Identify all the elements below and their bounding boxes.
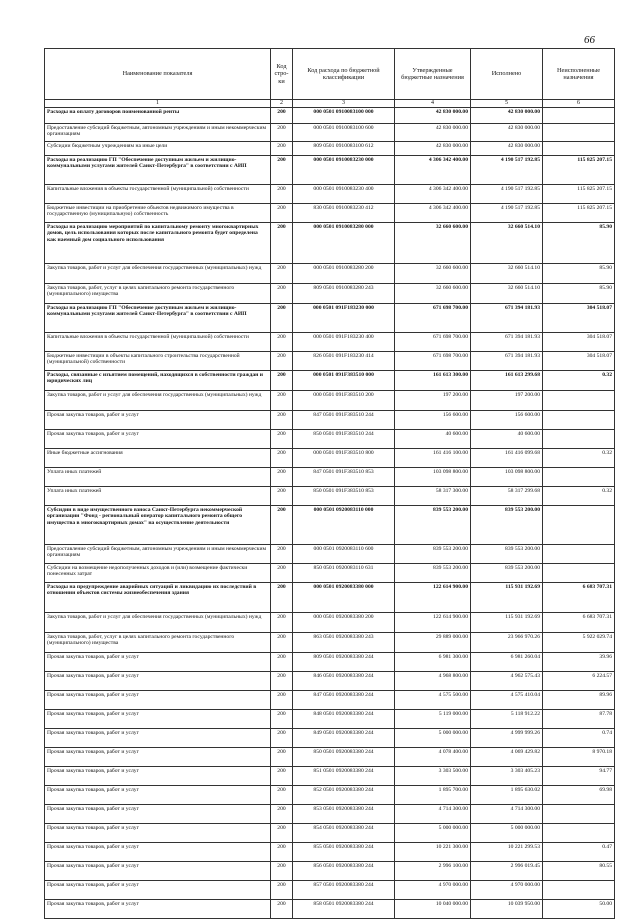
row-name: Закупка товаров, работ, услуг в целях капитального ремонта государственного (муниципального) имущества (45, 284, 271, 304)
row-unexecuted-amount (543, 506, 615, 545)
table-row (45, 204, 615, 223)
column-number: 4 (395, 100, 471, 108)
row-budget-code: 000 0501 0920083380 000 (293, 583, 395, 613)
row-line-code: 200 (271, 564, 293, 583)
row-executed-amount: 4 714 300.00 (471, 805, 543, 824)
row-approved-amount: 161 416 100.00 (395, 449, 471, 468)
row-unexecuted-amount: 6 224.57 (543, 672, 615, 691)
row-name: Расходы на реализацию мероприятий по капитальному ремонту многоквартирных домов, цель использования которых после капитального ремонта будет определена как наемный дом социального использования (45, 223, 271, 264)
row-name: Иные бюджетные ассигнования (45, 449, 271, 468)
row-line-code: 200 (271, 786, 293, 805)
table-row (45, 729, 615, 748)
row-line-code: 200 (271, 333, 293, 352)
row-budget-code: 858 0501 0920083380 244 (293, 900, 395, 919)
row-budget-code: 000 0501 091F383510 200 (293, 391, 395, 411)
row-unexecuted-amount: 5 922 029.74 (543, 633, 615, 653)
row-approved-amount: 4 968 800.00 (395, 672, 471, 691)
row-name: Уплата иных платежей (45, 468, 271, 487)
table-row (45, 304, 615, 333)
row-executed-amount: 10 039 950.00 (471, 900, 543, 919)
header-unexecuted: Неисполненные назначения (543, 49, 615, 100)
table-row (45, 124, 615, 142)
row-name: Прочая закупка товаров, работ и услуг (45, 843, 271, 862)
row-unexecuted-amount (543, 468, 615, 487)
row-approved-amount: 4 306 342 400.00 (395, 156, 471, 185)
row-name: Расходы, связанные с изъятием помещений, находящихся в собственности граждан и юридических лиц (45, 371, 271, 391)
column-number-row (45, 100, 615, 108)
row-executed-amount: 671 394 181.93 (471, 333, 543, 352)
row-name: Закупка товаров, работ и услуг для обеспечения государственных (муниципальных) нужд (45, 264, 271, 284)
row-budget-code: 000 0501 0920083110 600 (293, 545, 395, 564)
table-row (45, 824, 615, 843)
row-name: Субсидии на возмещение недополученных доходов и (или) возмещение фактически понесенных затрат (45, 564, 271, 583)
row-unexecuted-amount: 85.90 (543, 284, 615, 304)
row-unexecuted-amount: 0.32 (543, 371, 615, 391)
row-budget-code: 000 0501 0910083100 600 (293, 124, 395, 142)
row-unexecuted-amount (543, 411, 615, 430)
row-line-code: 200 (271, 449, 293, 468)
row-approved-amount: 839 553 200.00 (395, 564, 471, 583)
row-executed-amount: 10 221 299.53 (471, 843, 543, 862)
table-row (45, 805, 615, 824)
header-name: Наименование показателя (45, 49, 271, 100)
row-unexecuted-amount (543, 108, 615, 124)
row-unexecuted-amount: 39.96 (543, 653, 615, 672)
row-line-code: 200 (271, 691, 293, 710)
row-approved-amount: 4 306 342 400.00 (395, 204, 471, 223)
row-name: Предоставление субсидий бюджетным, автономным учреждениям и иным некоммерческим организациям (45, 545, 271, 564)
row-budget-code: 000 0501 0920083110 000 (293, 506, 395, 545)
row-unexecuted-amount: 80.55 (543, 862, 615, 881)
row-approved-amount: 42 830 000.00 (395, 108, 471, 124)
row-executed-amount: 839 553 200.00 (471, 506, 543, 545)
row-budget-code: 000 0501 091F183230 000 (293, 304, 395, 333)
header-line: Код стро-ки (271, 49, 293, 100)
row-executed-amount: 115 931 192.69 (471, 613, 543, 633)
table-row (45, 564, 615, 583)
row-name: Прочая закупка товаров, работ и услуг (45, 691, 271, 710)
row-line-code: 200 (271, 284, 293, 304)
row-line-code: 200 (271, 468, 293, 487)
row-executed-amount: 4 575 410.04 (471, 691, 543, 710)
row-name: Прочая закупка товаров, работ и услуг (45, 824, 271, 843)
row-unexecuted-amount (543, 391, 615, 411)
row-budget-code: 000 0501 0920083380 200 (293, 613, 395, 633)
table-row (45, 264, 615, 284)
row-unexecuted-amount: 85.90 (543, 264, 615, 284)
row-executed-amount: 32 660 514.10 (471, 284, 543, 304)
row-executed-amount: 197 200.00 (471, 391, 543, 411)
row-executed-amount: 4 962 575.43 (471, 672, 543, 691)
table-row (45, 843, 615, 862)
row-name: Расходы на реализацию ГП "Обеспечение доступным жильем и жилищно-коммунальными услугами жителей Санкт-Петербурга" в соответствии с АИП (45, 156, 271, 185)
row-approved-amount: 4 970 000.00 (395, 881, 471, 900)
row-executed-amount: 3 303 405.23 (471, 767, 543, 786)
column-number: 2 (271, 100, 293, 108)
table-row (45, 710, 615, 729)
row-line-code: 200 (271, 633, 293, 653)
row-budget-code: 000 0501 0910083100 000 (293, 108, 395, 124)
row-executed-amount: 5 000 000.00 (471, 824, 543, 843)
row-approved-amount: 32 660 600.00 (395, 284, 471, 304)
table-row (45, 748, 615, 767)
row-executed-amount: 42 830 000.00 (471, 108, 543, 124)
row-executed-amount: 671 394 181.93 (471, 352, 543, 371)
row-approved-amount: 4 714 300.00 (395, 805, 471, 824)
row-executed-amount: 4 970 000.00 (471, 881, 543, 900)
row-executed-amount: 4 069 429.82 (471, 748, 543, 767)
row-unexecuted-amount: 0.32 (543, 449, 615, 468)
row-unexecuted-amount (543, 545, 615, 564)
row-unexecuted-amount (543, 564, 615, 583)
row-name: Прочая закупка товаров, работ и услуг (45, 411, 271, 430)
row-name: Прочая закупка товаров, работ и услуг (45, 881, 271, 900)
row-unexecuted-amount: 0.47 (543, 843, 615, 862)
row-line-code: 200 (271, 710, 293, 729)
row-unexecuted-amount: 115 825 207.15 (543, 204, 615, 223)
row-budget-code: 809 0501 0920083380 244 (293, 653, 395, 672)
column-number: 5 (471, 100, 543, 108)
row-budget-code: 809 0501 0910083280 243 (293, 284, 395, 304)
row-budget-code: 000 0501 091F383510 800 (293, 449, 395, 468)
row-budget-code: 847 0501 0920083380 244 (293, 691, 395, 710)
row-unexecuted-amount: 94.77 (543, 767, 615, 786)
row-name: Прочая закупка товаров, работ и услуг (45, 805, 271, 824)
row-approved-amount: 156 600.00 (395, 411, 471, 430)
row-unexecuted-amount: 115 825 207.15 (543, 185, 615, 204)
table-row (45, 506, 615, 545)
table-row (45, 333, 615, 352)
row-budget-code: 850 0501 0920083380 244 (293, 748, 395, 767)
table-row (45, 487, 615, 506)
row-line-code: 200 (271, 805, 293, 824)
row-budget-code: 850 0501 091F383510 244 (293, 430, 395, 449)
row-line-code: 200 (271, 729, 293, 748)
table-row (45, 653, 615, 672)
row-budget-code: 849 0501 0920083380 244 (293, 729, 395, 748)
row-executed-amount: 161 416 099.68 (471, 449, 543, 468)
row-budget-code: 854 0501 0920083380 244 (293, 824, 395, 843)
row-budget-code: 851 0501 0920083380 244 (293, 767, 395, 786)
row-line-code: 200 (271, 223, 293, 264)
row-name: Прочая закупка товаров, работ и услуг (45, 862, 271, 881)
table-row (45, 613, 615, 633)
row-approved-amount: 839 553 200.00 (395, 545, 471, 564)
table-row (45, 352, 615, 371)
row-approved-amount: 671 698 700.00 (395, 352, 471, 371)
row-approved-amount: 10 040 000.00 (395, 900, 471, 919)
table-row (45, 786, 615, 805)
row-unexecuted-amount: 0.32 (543, 487, 615, 506)
column-number: 3 (293, 100, 395, 108)
row-approved-amount: 2 996 100.00 (395, 862, 471, 881)
row-line-code: 200 (271, 613, 293, 633)
row-line-code: 200 (271, 204, 293, 223)
row-budget-code: 850 0501 0920083110 631 (293, 564, 395, 583)
table-row (45, 156, 615, 185)
row-executed-amount: 42 830 000.00 (471, 142, 543, 156)
row-name: Расходы на оплату договоров поименованной ренты (45, 108, 271, 124)
row-line-code: 200 (271, 304, 293, 333)
row-approved-amount: 103 098 800.00 (395, 468, 471, 487)
row-unexecuted-amount: 0.74 (543, 729, 615, 748)
row-executed-amount: 156 600.00 (471, 411, 543, 430)
row-line-code: 200 (271, 545, 293, 564)
row-line-code: 200 (271, 124, 293, 142)
row-executed-amount: 6 981 260.04 (471, 653, 543, 672)
row-name: Закупка товаров, работ и услуг для обеспечения государственных (муниципальных) нужд (45, 391, 271, 411)
row-approved-amount: 32 660 600.00 (395, 264, 471, 284)
table-row (45, 672, 615, 691)
row-name: Прочая закупка товаров, работ и услуг (45, 786, 271, 805)
row-executed-amount: 1 895 630.02 (471, 786, 543, 805)
row-executed-amount: 4 190 517 192.85 (471, 156, 543, 185)
row-unexecuted-amount: 87.78 (543, 710, 615, 729)
row-executed-amount: 23 966 970.26 (471, 633, 543, 653)
table-row (45, 430, 615, 449)
row-budget-code: 000 0501 091F383510 000 (293, 371, 395, 391)
row-approved-amount: 161 613 300.00 (395, 371, 471, 391)
row-line-code: 200 (271, 767, 293, 786)
row-line-code: 200 (271, 185, 293, 204)
row-name: Расходы на реализацию ГП "Обеспечение доступным жильем и жилищно-коммунальными услугами жителей Санкт-Петербурга" в соответствии с АИП (45, 304, 271, 333)
row-line-code: 200 (271, 506, 293, 545)
row-executed-amount: 32 660 514.10 (471, 264, 543, 284)
row-unexecuted-amount: 6 683 707.31 (543, 583, 615, 613)
table-row (45, 545, 615, 564)
row-approved-amount: 671 698 700.00 (395, 333, 471, 352)
row-approved-amount: 671 698 700.00 (395, 304, 471, 333)
row-name: Прочая закупка товаров, работ и услуг (45, 653, 271, 672)
row-name: Прочая закупка товаров, работ и услуг (45, 767, 271, 786)
row-line-code: 200 (271, 108, 293, 124)
row-line-code: 200 (271, 487, 293, 506)
table-row (45, 862, 615, 881)
table-row (45, 881, 615, 900)
row-approved-amount: 10 221 300.00 (395, 843, 471, 862)
row-approved-amount: 197 200.00 (395, 391, 471, 411)
table-row (45, 391, 615, 411)
row-executed-amount: 115 931 192.69 (471, 583, 543, 613)
row-approved-amount: 5 000 000.00 (395, 729, 471, 748)
row-budget-code: 826 0501 091F183230 414 (293, 352, 395, 371)
row-unexecuted-amount (543, 124, 615, 142)
row-budget-code: 848 0501 0920083380 244 (293, 710, 395, 729)
row-executed-amount: 2 996 019.45 (471, 862, 543, 881)
row-approved-amount: 58 317 300.00 (395, 487, 471, 506)
row-budget-code: 000 0501 0910083280 200 (293, 264, 395, 284)
row-name: Предоставление субсидий бюджетным, автономным учреждениям и иным некоммерческим организациям (45, 124, 271, 142)
row-unexecuted-amount: 8 970.18 (543, 748, 615, 767)
row-executed-amount: 5 118 912.22 (471, 710, 543, 729)
table-row (45, 371, 615, 391)
row-executed-amount: 42 830 000.00 (471, 124, 543, 142)
table-row (45, 900, 615, 919)
row-unexecuted-amount: 304 518.07 (543, 352, 615, 371)
table-header-row (45, 49, 615, 100)
row-name: Бюджетные инвестиции в объекты капитального строительства государственной (муниципальной) собственности (45, 352, 271, 371)
row-approved-amount: 42 830 000.00 (395, 124, 471, 142)
row-unexecuted-amount: 115 825 207.15 (543, 156, 615, 185)
row-unexecuted-amount (543, 824, 615, 843)
page-number: 66 (584, 34, 595, 46)
row-budget-code: 852 0501 0920083380 244 (293, 786, 395, 805)
row-line-code: 200 (271, 881, 293, 900)
row-line-code: 200 (271, 411, 293, 430)
row-approved-amount: 32 660 600.00 (395, 223, 471, 264)
row-line-code: 200 (271, 430, 293, 449)
row-line-code: 200 (271, 391, 293, 411)
row-unexecuted-amount: 304 518.07 (543, 304, 615, 333)
row-budget-code: 000 0501 091F183230 400 (293, 333, 395, 352)
row-name: Закупка товаров, работ и услуг для обеспечения государственных (муниципальных) нужд (45, 613, 271, 633)
row-budget-code: 809 0501 0910083100 612 (293, 142, 395, 156)
row-budget-code: 847 0501 091F383510 853 (293, 468, 395, 487)
row-approved-amount: 42 830 000.00 (395, 142, 471, 156)
row-executed-amount: 103 098 800.00 (471, 468, 543, 487)
row-executed-amount: 4 190 517 192.85 (471, 185, 543, 204)
row-approved-amount: 3 303 500.00 (395, 767, 471, 786)
row-unexecuted-amount (543, 881, 615, 900)
row-budget-code: 000 0501 0910083280 000 (293, 223, 395, 264)
row-approved-amount: 839 553 200.00 (395, 506, 471, 545)
row-unexecuted-amount (543, 805, 615, 824)
row-name: Расходы на предупреждение аварийных ситуаций и ликвидацию их последствий в отношении объектов системы жизнеобеспечения здания (45, 583, 271, 613)
row-line-code: 200 (271, 653, 293, 672)
row-unexecuted-amount (543, 142, 615, 156)
row-name: Прочая закупка товаров, работ и услуг (45, 748, 271, 767)
column-number: 6 (543, 100, 615, 108)
row-executed-amount: 4 999 999.26 (471, 729, 543, 748)
row-executed-amount: 671 394 181.93 (471, 304, 543, 333)
row-executed-amount: 40 600.00 (471, 430, 543, 449)
row-name: Капитальные вложения в объекты государственной (муниципальной) собственности (45, 333, 271, 352)
row-name: Прочая закупка товаров, работ и услуг (45, 900, 271, 919)
row-executed-amount: 32 660 514.10 (471, 223, 543, 264)
row-executed-amount: 839 553 200.00 (471, 545, 543, 564)
row-unexecuted-amount: 6 683 707.31 (543, 613, 615, 633)
row-name: Уплата иных платежей (45, 487, 271, 506)
row-line-code: 200 (271, 142, 293, 156)
row-line-code: 200 (271, 583, 293, 613)
row-unexecuted-amount: 304 518.07 (543, 333, 615, 352)
row-name: Прочая закупка товаров, работ и услуг (45, 710, 271, 729)
row-line-code: 200 (271, 862, 293, 881)
table-row (45, 284, 615, 304)
row-budget-code: 850 0501 091F383510 853 (293, 487, 395, 506)
column-number: 1 (45, 100, 271, 108)
row-approved-amount: 122 614 900.00 (395, 613, 471, 633)
row-line-code: 200 (271, 748, 293, 767)
row-line-code: 200 (271, 156, 293, 185)
row-approved-amount: 4 078 400.00 (395, 748, 471, 767)
row-line-code: 200 (271, 672, 293, 691)
table-row (45, 223, 615, 264)
row-name: Прочая закупка товаров, работ и услуг (45, 672, 271, 691)
table-row (45, 108, 615, 124)
table-row (45, 468, 615, 487)
row-budget-code: 863 0501 0920083380 243 (293, 633, 395, 653)
budget-execution-table (44, 48, 615, 919)
row-budget-code: 000 0501 0910083230 000 (293, 156, 395, 185)
row-budget-code: 000 0501 0910083230 400 (293, 185, 395, 204)
row-name: Закупка товаров, работ, услуг в целях капитального ремонта государственного (муниципального) имущества (45, 633, 271, 653)
row-unexecuted-amount: 89.96 (543, 691, 615, 710)
table-row (45, 767, 615, 786)
header-approved: Утвержденные бюджетные назначения (395, 49, 471, 100)
row-name: Бюджетные инвестиции на приобретение объектов недвижимого имущества в государственную (муниципальную) собственность (45, 204, 271, 223)
row-unexecuted-amount: 69.98 (543, 786, 615, 805)
row-approved-amount: 40 600.00 (395, 430, 471, 449)
row-budget-code: 853 0501 0920083380 244 (293, 805, 395, 824)
row-budget-code: 847 0501 091F383510 244 (293, 411, 395, 430)
row-name: Прочая закупка товаров, работ и услуг (45, 430, 271, 449)
header-executed: Исполнено (471, 49, 543, 100)
row-line-code: 200 (271, 352, 293, 371)
row-unexecuted-amount (543, 430, 615, 449)
row-approved-amount: 5 000 000.00 (395, 824, 471, 843)
row-approved-amount: 29 889 000.00 (395, 633, 471, 653)
row-executed-amount: 58 317 299.68 (471, 487, 543, 506)
row-name: Субсидии бюджетным учреждениям на иные цели (45, 142, 271, 156)
header-code: Код расхода по бюджетной классификации (293, 49, 395, 100)
row-approved-amount: 6 981 300.00 (395, 653, 471, 672)
row-executed-amount: 4 190 517 192.85 (471, 204, 543, 223)
row-budget-code: 857 0501 0920083380 244 (293, 881, 395, 900)
row-executed-amount: 839 553 200.00 (471, 564, 543, 583)
row-budget-code: 855 0501 0920083380 244 (293, 843, 395, 862)
row-budget-code: 830 0501 0910083230 412 (293, 204, 395, 223)
table-row (45, 449, 615, 468)
table-row (45, 633, 615, 653)
row-line-code: 200 (271, 824, 293, 843)
row-line-code: 200 (271, 371, 293, 391)
table-row (45, 583, 615, 613)
row-name: Капитальные вложения в объекты государственной (муниципальной) собственности (45, 185, 271, 204)
row-name: Субсидии в виде имущественного взноса Санкт-Петербурга некоммерческой организации "Фонд - региональный оператор капитального ремонта общего имущества в многоквартирных домах" на осуществление деятельности (45, 506, 271, 545)
row-executed-amount: 161 613 299.68 (471, 371, 543, 391)
row-line-code: 200 (271, 843, 293, 862)
row-approved-amount: 5 119 000.00 (395, 710, 471, 729)
row-unexecuted-amount: 50.00 (543, 900, 615, 919)
row-unexecuted-amount: 85.90 (543, 223, 615, 264)
row-line-code: 200 (271, 264, 293, 284)
table-body (45, 108, 615, 919)
table-row (45, 142, 615, 156)
row-approved-amount: 122 614 900.00 (395, 583, 471, 613)
table-row (45, 185, 615, 204)
table-row (45, 411, 615, 430)
row-approved-amount: 4 306 342 400.00 (395, 185, 471, 204)
row-name: Прочая закупка товаров, работ и услуг (45, 729, 271, 748)
row-line-code: 200 (271, 900, 293, 919)
row-budget-code: 856 0501 0920083380 244 (293, 862, 395, 881)
row-approved-amount: 4 575 500.00 (395, 691, 471, 710)
row-budget-code: 846 0501 0920083380 244 (293, 672, 395, 691)
row-approved-amount: 1 895 700.00 (395, 786, 471, 805)
table-row (45, 691, 615, 710)
